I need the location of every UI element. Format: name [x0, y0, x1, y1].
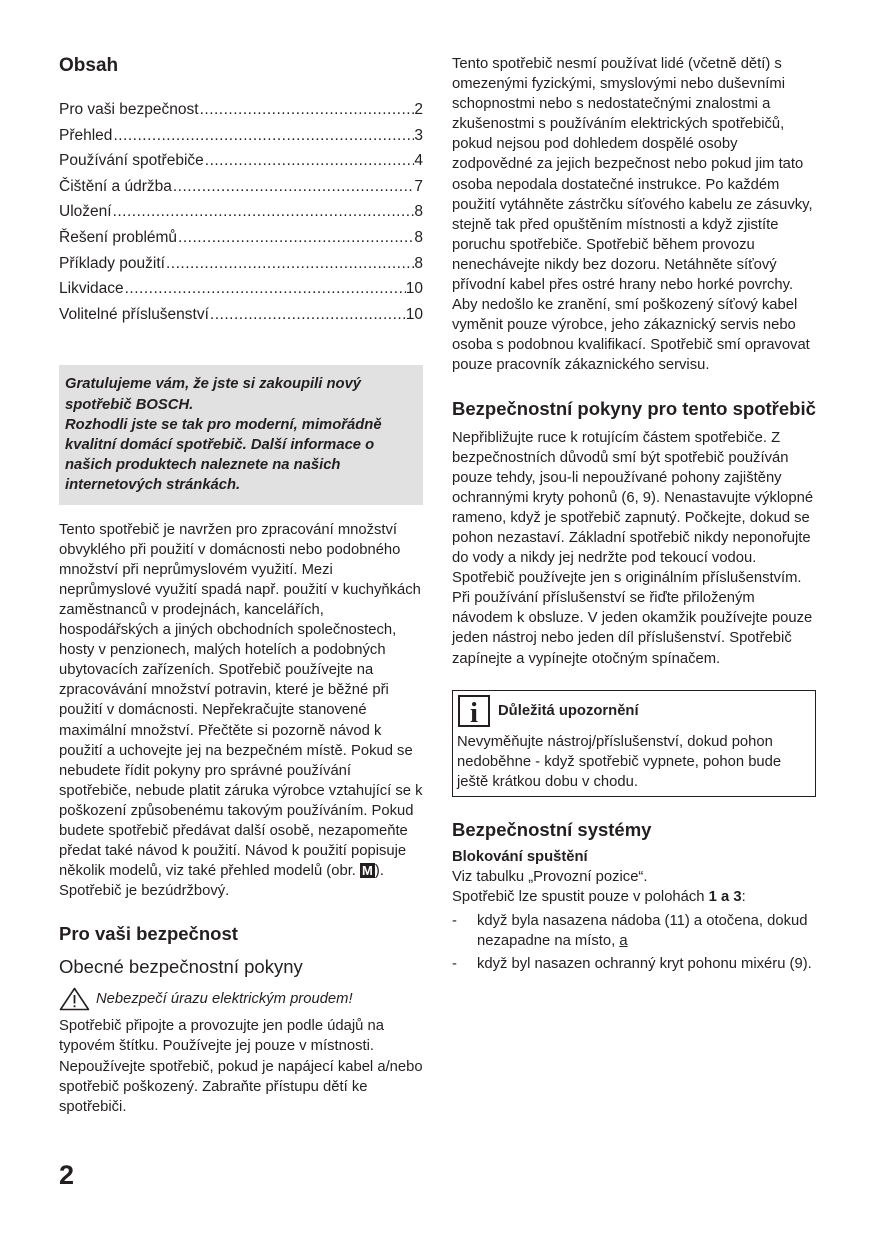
toc-item-label: Řešení problémů: [59, 228, 178, 246]
toc-item-label: Příklady použití: [59, 254, 165, 272]
safety-paragraph: Spotřebič připojte a provozujte jen podle údajů na typovém štítku. Používejte jej pouze v místnosti. Nepoužívejte spotřebič, pokud je napájecí kabel a/nebo spotřebič poškozený. Zabraňte přístupu dětí ke spotřebiči.: [59, 1018, 423, 1115]
toc-item[interactable]: [59, 302, 423, 328]
page-number: 2: [59, 1160, 75, 1190]
safety-title: Pro vaši bezpečnost: [59, 923, 238, 945]
table-of-contents: [59, 97, 423, 327]
congratulations-box: [59, 365, 423, 504]
toc-leader: [209, 302, 406, 328]
toc-leader: [177, 225, 414, 251]
safety-section: [59, 921, 423, 1116]
toc-item-page: 10: [405, 280, 423, 298]
toc-item-label: Používání spotřebiče: [59, 152, 204, 170]
toc-item-page: 7: [414, 177, 423, 195]
contents-title: Obsah: [59, 55, 119, 76]
appliance-safety-title: Bezpečnostní pokyny pro tento spotřebič: [452, 397, 816, 419]
important-notice-box: [452, 690, 816, 797]
important-notice-text: Nevyměňujte nástroj/příslušenství, dokud pohon nedoběhne - když spotřebič vypnete, pohon bude ještě krátkou dobu v chodu.: [457, 733, 782, 790]
safety-paragraph-continued: Tento spotřebič nesmí používat lidé (včetně dětí) s omezenými fyzickými, smyslovými nebo duševními schopnostmi nebo s nedostatečnými znalostmi a zkušenostmi s používáním elektrických spotřebičů, pokud nejsou pod dohledem dospělé osoby zodpovědné za jejich bezpečnost nebo pokud jim tato osoba nepodala dostatečné instrukce. Po každém použití vytáhněte zástrčku síťového kabelu ze zásuvky, stejně tak před opuštěním místnosti a když zjistíte poruchu spotřebiče. Spotřebič během provozu nenechávejte nikdy bez dozoru. Netáhněte síťový přívodní kabel přes ostré hrany nebo horké povrchy. Aby nedošlo ke zranění, smí poškozený síťový kabel vyměnit pouze výrobce, jeho zákaznický servis nebo osoba s podobnou kvalifikací. Spotřebič smí opravovat pouze pracovník zákaznického servisu.: [452, 56, 813, 374]
safety-systems-title: Bezpečnostní systémy: [452, 818, 652, 840]
toc-item-label: Přehled: [59, 126, 113, 144]
toc-leader: [124, 276, 406, 302]
start-conditions-list: [452, 911, 816, 974]
toc-leader: [199, 97, 415, 123]
list-item: [452, 911, 816, 951]
important-notice-title: Důležitá upozornění: [498, 702, 639, 719]
toc-leader: [165, 251, 414, 277]
toc-item[interactable]: [59, 251, 423, 277]
list-item-text: [477, 911, 816, 951]
toc-item-page: 8: [414, 203, 423, 221]
start-positions-text: [452, 887, 816, 907]
toc-item[interactable]: [59, 276, 423, 302]
list-dash: -: [452, 913, 457, 930]
model-m-icon: M: [362, 863, 373, 879]
toc-item[interactable]: [59, 148, 423, 174]
intro-text: Tento spotřebič je navržen pro zpracování množství obvyklého při použití v domácnosti nebo podobného množství při neprůmyslovém využití. Mezi neprůmyslové využití spadá např. použití v kuchyňkách zaměstnanců v prodejnách, kancelářích, hospodářských a jiných obchodních společnostech, hosty v penzionech, malých hotelích a podobných ubytovacích zařízeních. Spotřebič používejte na zpracovávání množství potravin, které je běžné při použití v domácnosti. Nepřekračujte stanovené maximální množství. Přečtěte si pozorně návod k použití a uchovejte jej na bezpečném místě. Pokud se nebudete řídit pokyny pro správné používání spotřebiče, nebude platit záruka výrobce vztahující se k poškození způsobenému takovým používáním. Pokud budete spotřebič předávat další osobě, nezapomeňte předat také návod k použití. Návod k použití popisuje několik modelů, viz také přehled modelů (obr.: [59, 521, 423, 880]
toc-leader: [112, 199, 415, 225]
toc-item-page: 4: [414, 152, 423, 170]
electric-shock-warning: [59, 987, 423, 1011]
bullet-text: když byl nasazen ochranný kryt pohonu mixéru (9).: [477, 956, 812, 973]
toc-item-page: 10: [405, 305, 423, 323]
start-positions-bold: 1 a 3: [708, 889, 742, 905]
toc-item-page: 2: [414, 101, 423, 118]
toc-item-label: Volitelné příslušenství: [59, 305, 209, 323]
toc-leader: [112, 123, 414, 149]
operating-positions-reference: Viz tabulku „Provozní pozice“.: [452, 868, 648, 885]
appliance-safety-text: Nepřibližujte ruce k rotujícím částem spotřebiče. Z bezpečnostních důvodů smí být spotřebič používán pouze tehdy, jsou-li nepoužívané pohony zajištěny ochrannými kryty pohonů (6, 9). Nenastavujte výklopné rameno, když je spotřebič zapnutý. Počkejte, dokud se pohon nezastaví. Základní spotřebič nikdy neponořujte do vody a nikdy jej nedržte pod tekoucí vodou. Spotřebič používejte jen s originálním příslušenstvím. Při používání příslušenství se řiďte přiloženým návodem k obsluze. V jeden okamžik používejte pouze jeden nástroj nebo jeden díl příslušenství. Spotřebič zapínejte a vypínejte otočným spínačem.: [452, 429, 814, 667]
toc-item[interactable]: [59, 174, 423, 200]
toc-leader: [172, 174, 415, 200]
intro-text-end: ). Spotřebič je bezúdržbový.: [59, 863, 384, 900]
general-safety-subtitle: Obecné bezpečnostní pokyny: [59, 956, 303, 978]
info-icon: i: [458, 695, 490, 727]
toc-item-label: Uložení: [59, 203, 112, 221]
figure-reference: a: [619, 933, 628, 950]
congratulations-line: Gratulujeme vám, že jste si zakoupili nový spotřebič BOSCH.: [65, 376, 362, 413]
toc-item[interactable]: [59, 225, 423, 251]
list-dash: -: [452, 956, 457, 973]
toc-item-page: 8: [414, 254, 423, 272]
congratulations-info: Rozhodli jste se tak pro moderní, mimořádně kvalitní domácí spotřebič. Další informace o našich produktech naleznete na našich internetových stránkách.: [65, 416, 382, 494]
toc-item-label: Pro vaši bezpečnost: [59, 101, 199, 118]
warning-triangle-icon: [59, 987, 90, 1011]
intro-paragraph: [59, 520, 423, 902]
toc-item-label: Čištění a údržba: [59, 177, 172, 195]
toc-item-label: Likvidace: [59, 280, 124, 298]
toc-item-page: 3: [414, 126, 423, 144]
list-item: [452, 954, 816, 974]
right-column: [452, 50, 816, 977]
left-column: [59, 50, 423, 1117]
toc-item[interactable]: [59, 123, 423, 149]
start-positions-post: :: [741, 889, 746, 905]
toc-item[interactable]: [59, 97, 423, 123]
bullet-text: když byla nasazena nádoba (11) a otočena, dokud nezapadne na místo,: [477, 913, 808, 950]
toc-item[interactable]: [59, 199, 423, 225]
start-lock-title: Blokování spuštění: [452, 848, 588, 865]
warning-text: Nebezpečí úrazu elektrickým proudem!: [96, 991, 353, 1008]
start-positions-pre: Spotřebič lze spustit pouze v polohách: [452, 889, 709, 905]
important-notice-header: [453, 691, 815, 731]
toc-leader: [204, 148, 415, 174]
toc-item-page: 8: [414, 228, 423, 246]
